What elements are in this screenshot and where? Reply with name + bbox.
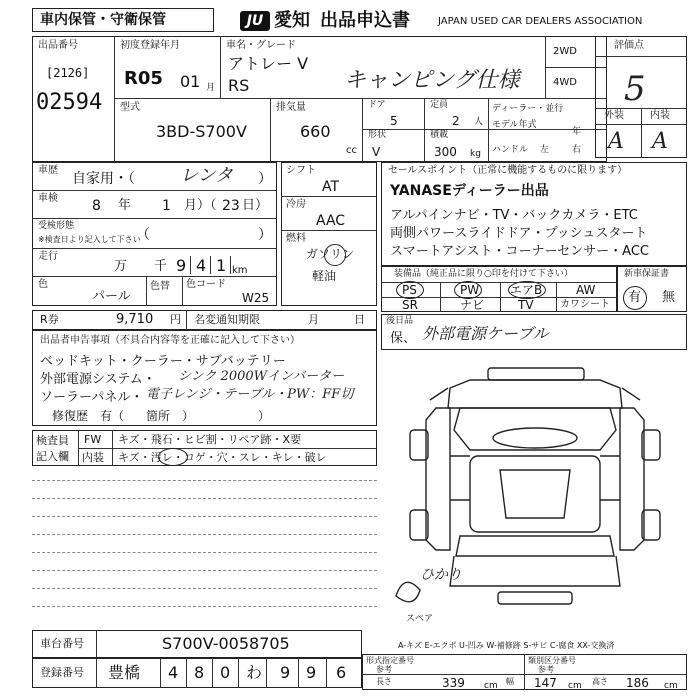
recycle-label: R券 — [40, 313, 59, 326]
capacity-label: 定員 — [430, 100, 449, 110]
vehicle-info-grid — [32, 36, 607, 162]
shift-label: シフト — [286, 165, 316, 176]
handle-right: 右 — [572, 145, 582, 155]
accessories-label: 後日品 — [386, 316, 414, 326]
inspection-year-unit: 年 — [118, 198, 132, 213]
fuel-label: 燃料 — [286, 233, 306, 244]
grade-ext: A — [608, 129, 624, 154]
org-region: 愛知 — [274, 10, 310, 31]
inspection-label: 車検 — [38, 193, 58, 204]
dims-length-label: 長さ — [376, 677, 392, 686]
load-value: 300 — [434, 145, 457, 159]
model-year-label: モデル年式 — [492, 120, 537, 130]
color-code: W25 — [242, 291, 270, 305]
equip-tv: TV — [518, 298, 534, 312]
inspection-month-unit: 月）（ — [184, 198, 217, 213]
equip-airbag: エアB — [510, 283, 543, 297]
first-reg-label: 初度登録年月 — [120, 40, 180, 51]
repair-close: ） — [258, 409, 271, 423]
model-label: 型式 — [120, 102, 140, 113]
model-year-unit: 年 — [572, 127, 582, 137]
accessories-handwritten: 外部電源ケーブル — [422, 324, 549, 343]
repair-history: 修復歴 有（ — [52, 409, 125, 423]
remark-line: ベッドキット・クーラー・サブバッテリー — [40, 354, 286, 369]
displacement-unit: cc — [346, 145, 357, 156]
accessories-value: 保、 — [390, 331, 417, 346]
doors-value: 5 — [390, 114, 398, 128]
load-label: 積載 — [430, 130, 449, 140]
remarks-label: 出品者申告事項（不具合内容等を正確に記入して下さい） — [40, 335, 300, 346]
selling-point-line: アルパインナビ・TV・バックカメラ・ETC — [390, 208, 638, 223]
equip-pw: PW — [460, 283, 480, 297]
color-label: 色 — [38, 279, 48, 290]
plate-class-digit: 0 — [220, 663, 231, 682]
load-unit: kg — [470, 149, 481, 159]
equip-circle — [454, 281, 482, 299]
storage-label: 車内保管・守衛保管 — [40, 12, 166, 28]
dims-length: 339 — [442, 676, 465, 690]
warranty-yes: 有 — [628, 290, 642, 305]
mileage-digit: 4 — [196, 256, 207, 275]
dims-width-unit: cm — [568, 681, 582, 691]
history-label: 車歴 — [38, 165, 58, 176]
mileage-man: 万 — [114, 259, 128, 274]
dealer-label: ディーラー・並行 — [492, 104, 564, 114]
history-value: 自家用・（ — [72, 171, 135, 187]
car-name: アトレー V — [228, 54, 309, 73]
equip-circle — [508, 281, 546, 299]
equip-leather: カワシート — [560, 299, 610, 310]
equip-circle — [396, 281, 424, 299]
warranty-label: 新車保証書 — [624, 269, 670, 279]
dims-label-2: 類別区分番号 — [528, 656, 576, 665]
capacity-value: 2 — [452, 114, 460, 128]
chassis-label: 車台番号 — [40, 637, 84, 650]
inspector-int-items: キズ・汚レ・コゲ・穴・スレ・キレ・破レ — [118, 451, 327, 464]
recognition-day: 日 — [354, 313, 365, 326]
fuel-gasoline: ガソリン — [306, 247, 355, 261]
history-handwritten: レンタ — [180, 165, 233, 186]
spare-label: スペア — [406, 614, 434, 624]
mileage-digit: 9 — [176, 256, 187, 275]
inspector-fw-items: キズ・飛石・ヒビ割・リペア跡・X要 — [118, 433, 302, 446]
association-name: JAPAN USED CAR DEALERS ASSOCIATION — [438, 16, 643, 27]
ac-label: 冷房 — [286, 199, 306, 210]
inspection-year: 8 — [92, 198, 101, 214]
grade-int: A — [652, 129, 668, 154]
color-code-label: 色コード — [186, 279, 226, 290]
warranty-no: 無 — [662, 290, 676, 305]
inspector-int-label: 内装 — [82, 451, 104, 464]
selling-point-line: 両側パワースライドドア・プッシュスタート — [390, 226, 648, 241]
history-close: ） — [258, 171, 272, 187]
model-value: 3BD-S700V — [156, 122, 247, 141]
remark-line: ソーラーパネル・ — [40, 390, 144, 405]
dims-height-unit: cm — [664, 681, 678, 691]
plate-kana: わ — [246, 663, 263, 682]
body-shape-value: V — [372, 145, 381, 159]
fuel-diesel: 軽油 — [312, 269, 337, 283]
equip-navi: ナビ — [460, 298, 485, 312]
first-reg-era: R05 — [124, 68, 163, 89]
grade-score: 5 — [624, 69, 646, 109]
inspector-fw-label: FW — [84, 433, 102, 446]
dims-length-unit: cm — [484, 681, 498, 691]
doors-label: ドア — [368, 100, 386, 110]
inspector-circle — [158, 448, 188, 466]
repair-place: 箇所 ） — [146, 409, 195, 423]
dims-height-label: 高さ — [592, 677, 608, 686]
recognition-label: 名変通知期限 — [194, 313, 260, 326]
plate-num-digit: 9 — [280, 663, 291, 682]
chassis-value: S700V-0058705 — [162, 634, 290, 653]
capacity-unit: 人 — [474, 117, 484, 127]
equip-aw: AW — [576, 283, 596, 297]
handle-label: ハンドル — [492, 145, 529, 155]
equip-sr: SR — [402, 298, 418, 312]
first-reg-month-unit: 月 — [206, 83, 216, 93]
mileage-unit: km — [232, 265, 248, 276]
equipment-label: 装備品（純正品に限り○印を付けて下さい） — [394, 269, 573, 279]
remark-handwritten-1: シンク 2000Wインバーター — [178, 369, 345, 384]
grade-int-label: 内装 — [650, 110, 670, 121]
inspector-label: 検査員 — [36, 434, 69, 447]
warranty-circle — [623, 286, 647, 310]
remark-handwritten-2: 電子レンジ・テーブル・PW：FF切 — [146, 387, 354, 402]
selling-point-line: YANASEディーラー出品 — [390, 183, 549, 199]
car-name-label: 車名・グレード — [226, 40, 296, 51]
recognition-month: 月 — [308, 313, 319, 326]
drive-2wd: 2WD — [553, 46, 577, 57]
body-shape-label: 形状 — [368, 130, 387, 140]
dims-sub-2: 参考 — [538, 665, 554, 674]
inspection-form-open: （ — [136, 227, 150, 243]
grade-ext-label: 外装 — [604, 110, 624, 121]
dims-label-1: 形式指定番号 — [366, 656, 414, 665]
plate-num-digit: 9 — [306, 663, 317, 682]
inspection-month: 1 — [162, 198, 171, 214]
displacement-label: 排気量 — [276, 102, 306, 113]
dims-sub-1: 参考 — [376, 665, 392, 674]
mileage-sen: 千 — [154, 259, 168, 274]
equip-ps: PS — [402, 283, 417, 297]
color-change-label: 色替 — [150, 281, 170, 292]
dims-width: 147 — [534, 676, 557, 690]
plate-num-digit: 6 — [336, 663, 347, 682]
handle-left: 左 — [540, 145, 550, 155]
car-note-handwritten: キャンピング仕様 — [344, 68, 520, 93]
displacement-value: 660 — [300, 122, 331, 141]
first-reg-month: 01 — [180, 72, 201, 91]
damage-legend: A-キズ E-エクボ U-凹み W-補修跡 S-サビ C-腐食 XX-交換済 — [398, 641, 615, 650]
car-grade: RS — [228, 76, 250, 95]
plate-class-digit: 8 — [194, 663, 205, 682]
fuel-selected-circle — [324, 244, 346, 266]
form-title: 出品申込書 — [320, 10, 410, 31]
diagram-handwritten: ひかり — [420, 567, 462, 583]
remark-line: 外部電源システム・ — [40, 372, 156, 387]
plate-label: 登録番号 — [40, 666, 84, 679]
grade-label: 評価点 — [614, 40, 644, 51]
inspection-day: 23 — [222, 198, 240, 214]
inspector-label-2: 記入欄 — [36, 450, 69, 463]
inspection-form-label: 受検形態 — [38, 221, 75, 231]
plate-place: 豊橋 — [108, 663, 141, 682]
ac-value: AAC — [316, 213, 346, 229]
plate-class-digit: 4 — [168, 663, 179, 682]
inspection-form-close: ） — [258, 227, 272, 243]
mileage-label: 走行 — [38, 251, 58, 262]
mileage-digit: 1 — [216, 256, 227, 275]
recycle-value: 9,710 — [116, 312, 154, 327]
drive-4wd: 4WD — [553, 77, 577, 88]
dims-height: 186 — [626, 676, 649, 690]
shift-value: AT — [322, 179, 340, 195]
selling-point-line: スマートアシスト・コーナーセンサー・ACC — [390, 244, 649, 259]
recycle-unit: 円 — [170, 313, 181, 326]
lot-sub-number: [2126] — [46, 66, 90, 80]
lot-label: 出品番号 — [38, 40, 78, 51]
inspection-day-close: 日） — [242, 198, 269, 213]
ju-logo: JU — [240, 11, 270, 31]
color-value: パール — [92, 289, 131, 304]
dims-width-label: 幅 — [506, 677, 514, 686]
selling-points-label: セールスポイント（正常に機能するものに限ります） — [388, 165, 628, 176]
lot-number: 02594 — [36, 90, 103, 115]
inspection-form-sub: ※検査日より記入して下さい — [38, 235, 141, 244]
